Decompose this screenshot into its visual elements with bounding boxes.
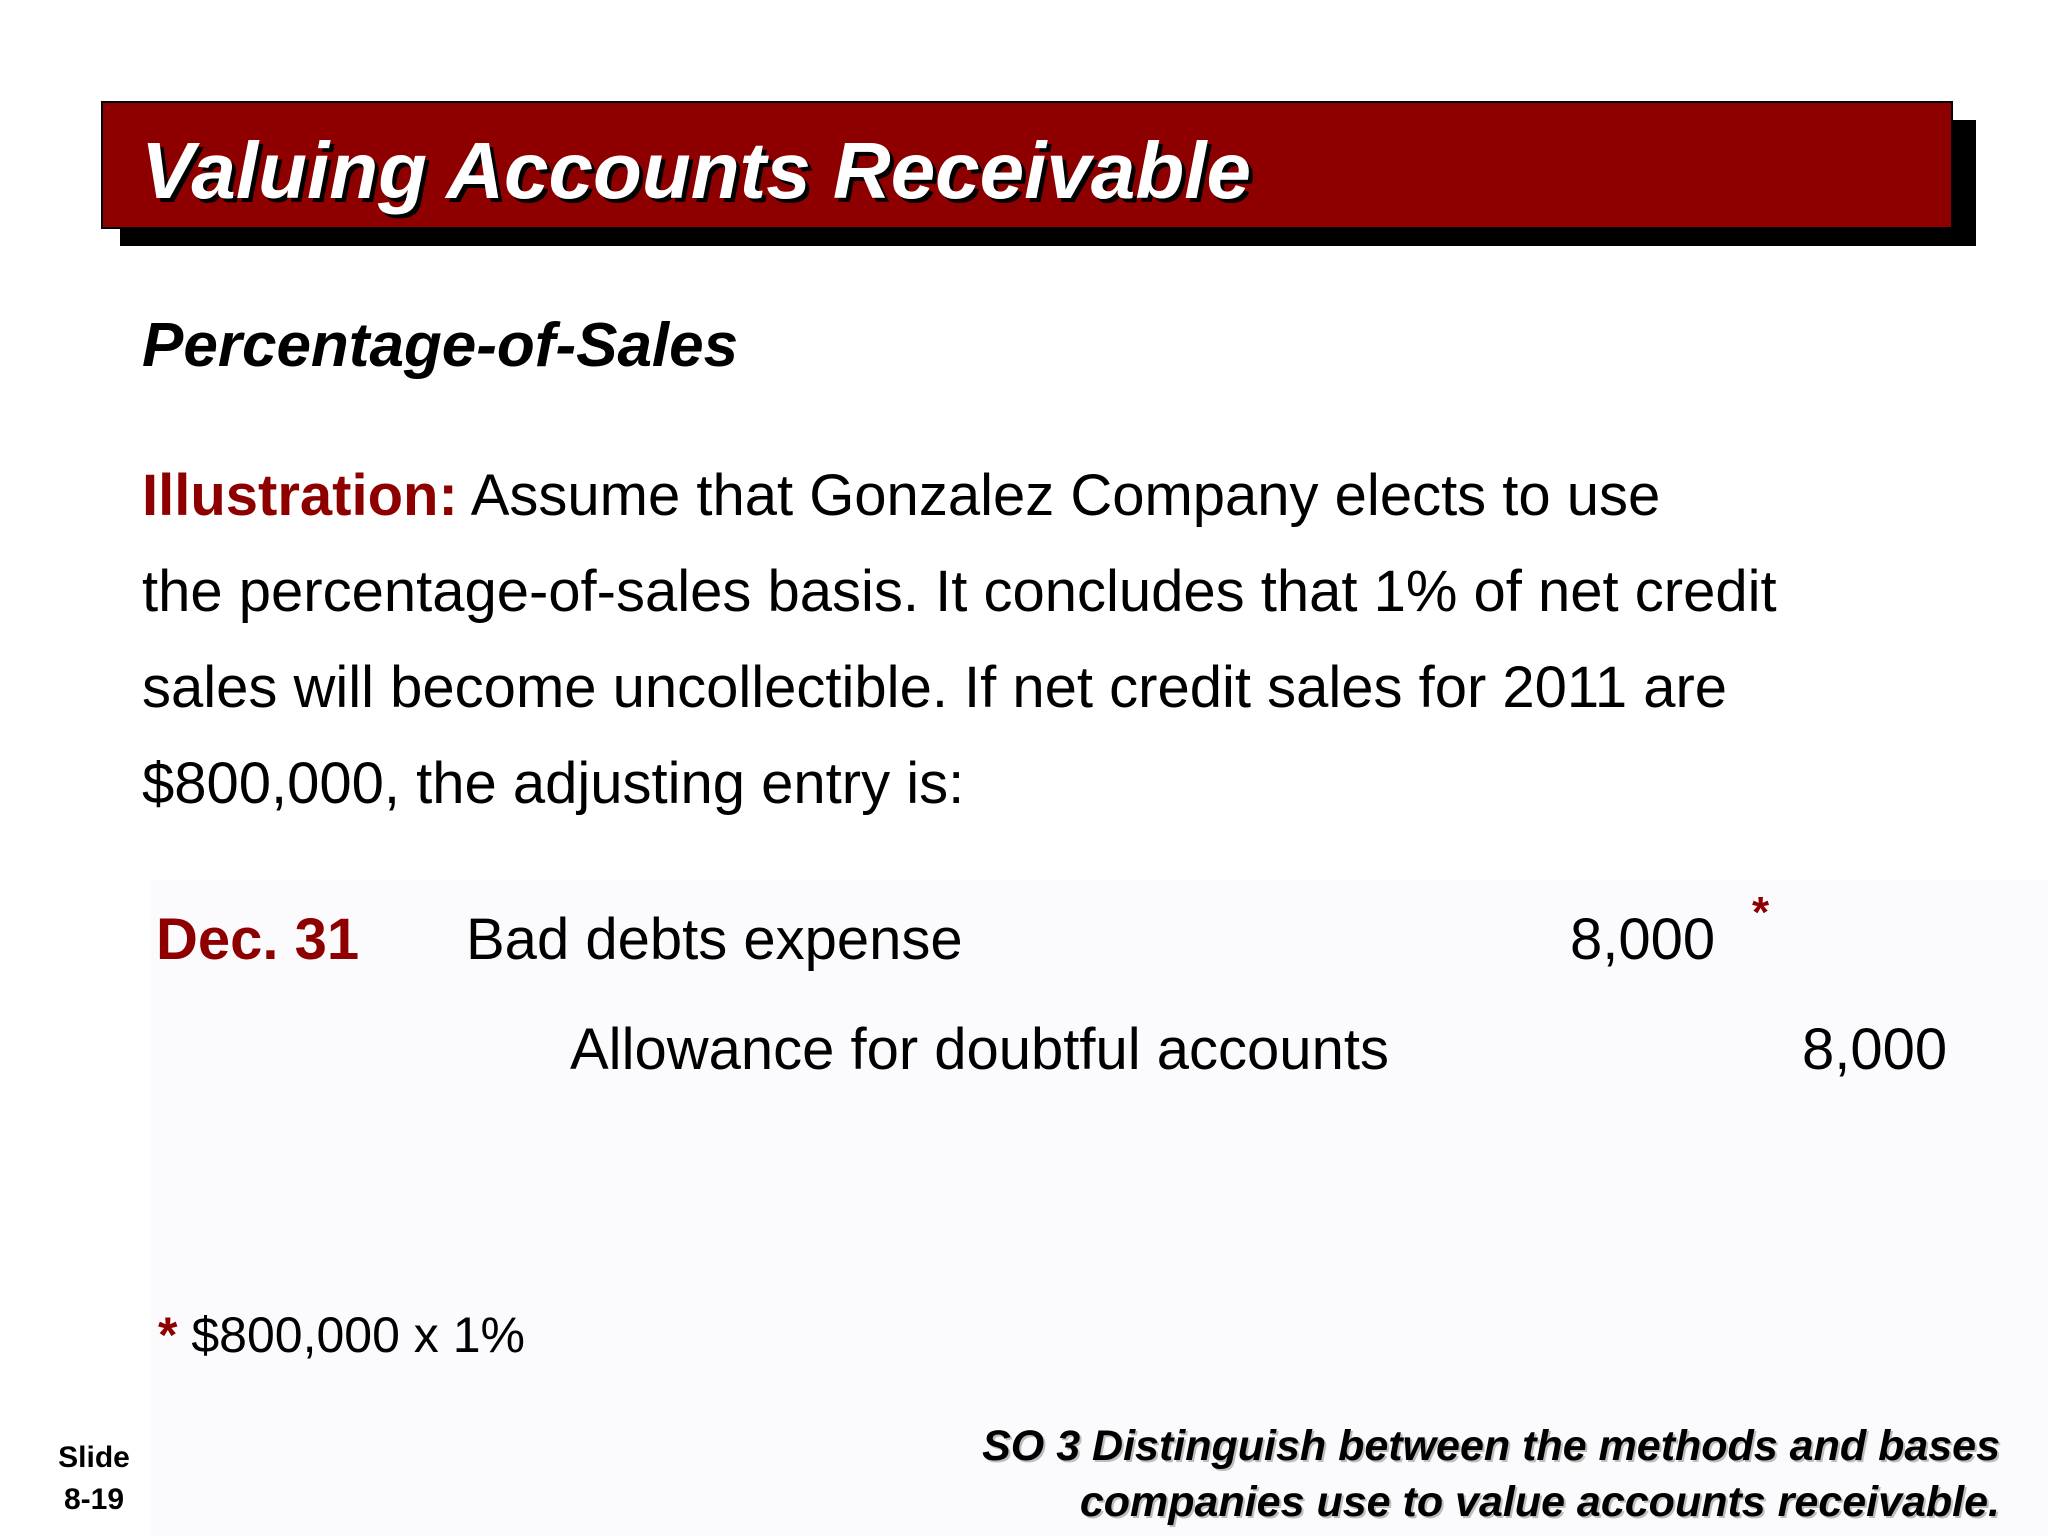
entry-credit-amount: 8,000 — [1802, 1017, 1948, 1082]
footnote-marker: * — [158, 1307, 178, 1363]
illustration-line-3: sales will become uncollectible. If net credit sales for 2011 are — [142, 655, 1728, 720]
slide-subtitle: Percentage-of-Sales — [142, 311, 739, 380]
illustration-paragraph — [142, 448, 2022, 832]
entry-date: Dec. 31 — [156, 907, 360, 972]
illustration-line-2: the percentage-of-sales basis. It concludes that 1% of net credit — [142, 559, 1777, 624]
slide-number-value: 8-19 — [63, 1483, 125, 1516]
entry-footnote-marker: * — [1752, 888, 1770, 937]
illustration-text-1: Assume that Gonzalez Company elects to use — [470, 463, 1661, 528]
illustration-line-4: $800,000, the adjusting entry is: — [142, 751, 965, 816]
entry-debit-account: Bad debts expense — [466, 907, 963, 972]
illustration-label: Illustration: — [142, 463, 458, 528]
slide-number-label: Slide — [58, 1441, 130, 1474]
study-objective — [982, 1418, 2000, 1530]
study-objective-line-2: companies use to value accounts receivable. — [1079, 1478, 2000, 1526]
entry-credit-account: Allowance for doubtful accounts — [570, 1017, 1389, 1082]
entry-debit-amount: 8,000 — [1570, 907, 1716, 972]
title-bar — [101, 101, 1953, 229]
slide-number — [40, 1437, 148, 1521]
illustration-line-1 — [142, 448, 2022, 544]
study-objective-line-1: SO 3 Distinguish between the methods and bases — [982, 1422, 2000, 1470]
footnote-text: $800,000 x 1% — [191, 1307, 525, 1363]
footnote — [158, 1306, 525, 1364]
slide-title: Valuing Accounts Receivable — [141, 126, 1251, 215]
